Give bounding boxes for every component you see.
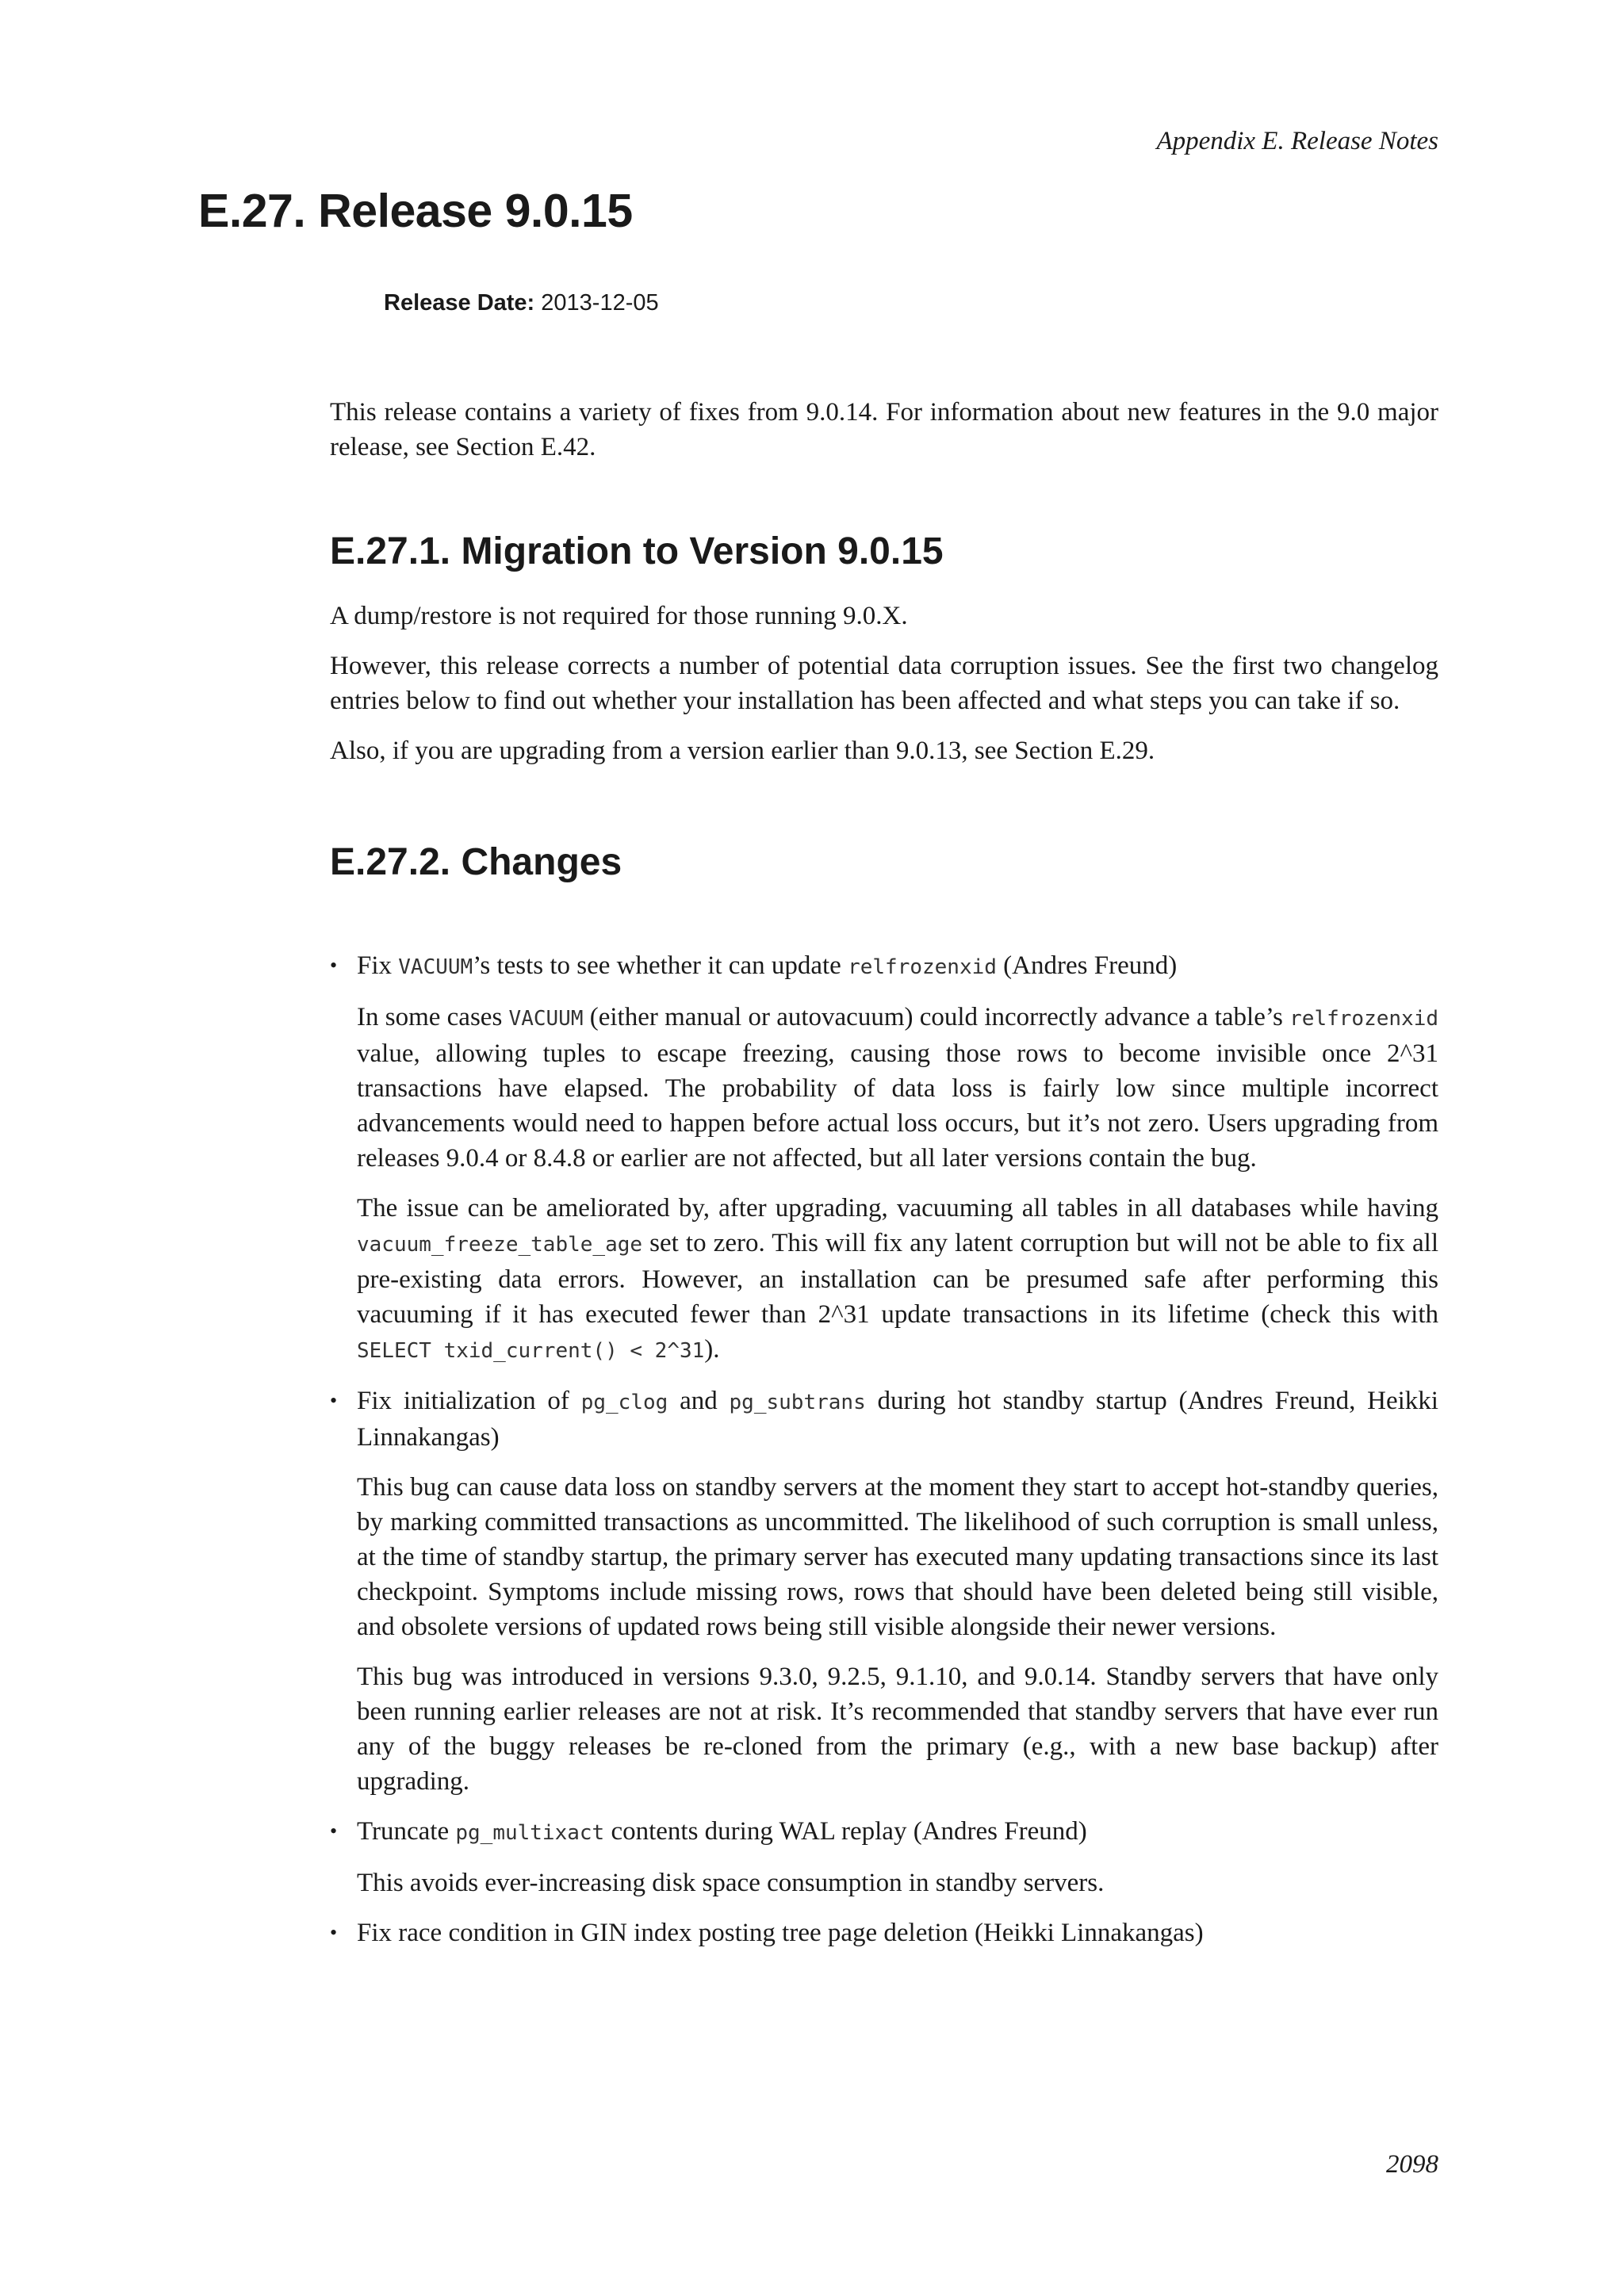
code-span: SELECT txid_current() < 2^31 [357,1339,705,1363]
text-span: value, allowing tuples to escape freezing, causing those rows to become invisible once 2^31 transactions have elapsed. The probability of data loss is fairly low since multiple incorrect advancements would need to happen before actual loss occurs, but it’s not zero. Users upgrading from releases 9.0.4 or 8.4.8 or earlier are not affected, but all later versions contain the bug. [357,1039,1438,1173]
running-header: Appendix E. Release Notes [1156,127,1438,155]
item-summary [357,1814,1438,1850]
migration-heading: E.27.1. Migration to Version 9.0.15 [330,530,944,572]
page-number: 2098 [1386,2150,1438,2179]
text-span: ). [704,1335,720,1364]
list-item [330,1383,1438,1799]
item-detail: This bug was introduced in versions 9.3.0, 9.2.5, 9.1.10, and 9.0.14. Standby servers that have only been running earlier releases are not at risk. It’s recommended that standby servers that have ever run any of the buggy releases be re-cloned from the primary (e.g., with a new base backup) after upgrading. [357,1663,1438,1796]
code-span: relfrozenxid [848,955,997,979]
migration-paragraph: However, this release corrects a number of potential data corruption issues. See the first two changelog entries below to find out whether your installation has been affected and what steps you can take if so. [330,652,1438,715]
text-span: Fix initialization of [357,1387,581,1415]
item-summary [357,1383,1438,1455]
text-span: Fix [357,951,399,980]
code-span: pg_multixact [455,1821,605,1845]
text-span: and [668,1387,730,1415]
bullet-icon: • [330,1820,338,1843]
text-span: contents during WAL replay (Andres Freund) [604,1817,1087,1846]
code-span: vacuum_freeze_table_age [357,1233,643,1257]
bullet-icon: • [330,1389,338,1412]
intro-paragraph: This release contains a variety of fixes from 9.0.14. For information about new features in the 9.0 major release, see Section E.42. [330,398,1438,461]
text-span: (either manual or autovacuum) could incorrectly advance a table’s [583,1003,1290,1031]
code-span: VACUUM [508,1007,584,1031]
release-date [384,290,659,316]
text-span: ’s tests to see whether it can update [473,951,848,980]
code-span: VACUUM [398,955,473,979]
text-span: In some cases [357,1003,509,1031]
code-span: pg_subtrans [729,1391,866,1414]
item-summary [357,948,1438,985]
release-date-value: 2013-12-05 [541,290,659,316]
item-summary: Fix race condition in GIN index posting tree page deletion (Heikki Linnakangas) [357,1919,1204,1947]
text-span: Truncate [357,1817,456,1846]
item-detail: This avoids ever-increasing disk space consumption in standby servers. [357,1869,1105,1897]
item-detail [357,1191,1438,1368]
item-detail [357,1000,1438,1176]
migration-paragraph: Also, if you are upgrading from a version earlier than 9.0.13, see Section E.29. [330,737,1155,765]
list-item [330,948,1438,1368]
migration-paragraph: A dump/restore is not required for those running 9.0.X. [330,602,908,630]
item-detail: This bug can cause data loss on standby servers at the moment they start to accept hot-standby queries, by marking committed transactions as uncommitted. The likelihood of such corruption is small unless, at the time of standby startup, the primary server has executed many updating transactions since its last checkpoint. Symptoms include missing rows, rows that should have been deleted being still visible, and obsolete versions of updated rows being still visible alongside their newer versions. [357,1473,1438,1641]
text-span: (Andres Freund) [996,951,1178,980]
list-item [330,1814,1438,1900]
changes-list [330,948,1438,1965]
text-span: set to zero. This will fix any latent corruption but will not be able to fix all pre-existing data errors. However, an installation can be presumed safe after performing this vacuuming if it has executed fewer than 2^31 update transactions in its lifetime (check this with [357,1229,1438,1329]
changes-heading: E.27.2. Changes [330,841,622,883]
text-span: during hot standby startup (Andres Freund, Heikki Linnakangas) [357,1387,1438,1452]
list-item [330,1915,1438,1950]
code-span: relfrozenxid [1289,1007,1438,1031]
text-span: The issue can be ameliorated by, after upgrading, vacuuming all tables in all databases while having [357,1194,1438,1223]
bullet-icon: • [330,1921,338,1944]
migration-section [330,599,1438,783]
code-span: pg_clog [580,1391,668,1414]
release-date-label: Release Date: [384,290,535,316]
bullet-icon: • [330,954,338,977]
chapter-title: E.27. Release 9.0.15 [198,185,633,237]
